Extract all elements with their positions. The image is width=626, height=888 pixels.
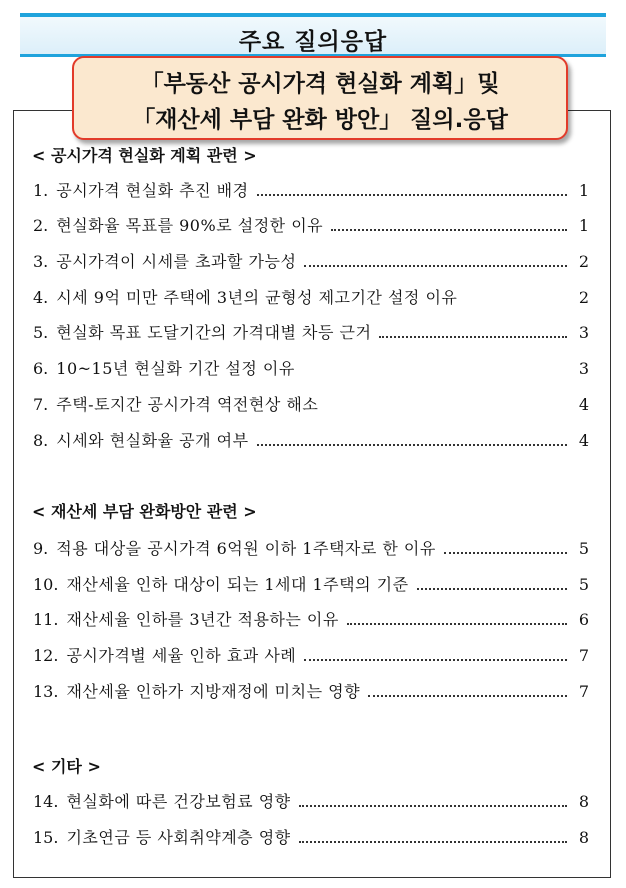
toc-item-number: 7. — [33, 395, 49, 414]
toc-item-number: 2. — [33, 216, 49, 235]
toc-item[interactable] — [33, 572, 589, 596]
section-title-property-tax: < 재산세 부담 완화방안 관련 > — [32, 502, 257, 521]
toc-item-label: 재산세율 인하 대상이 되는 1세대 1주택의 기준 — [66, 575, 409, 594]
toc-item-page: 3 — [578, 359, 589, 378]
toc-item[interactable] — [33, 679, 589, 703]
leader-dots — [257, 194, 567, 196]
page-title: 주요 질의응답 — [238, 29, 388, 55]
banner-line-2: 「재산세 부담 완화 방안」 질의.응답 — [132, 107, 508, 133]
toc-item-number: 8. — [33, 431, 49, 450]
leader-dots — [331, 229, 567, 231]
toc-item-page: 7 — [578, 682, 589, 701]
toc-item-label: 적용 대상을 공시가격 6억원 이하 1주택자로 한 이유 — [56, 539, 436, 558]
toc-item-page: 3 — [578, 323, 589, 342]
toc-item-number: 3. — [33, 252, 49, 271]
toc-item[interactable] — [33, 428, 589, 452]
toc-item-number: 10. — [33, 575, 59, 594]
toc-item-number: 11. — [33, 610, 59, 629]
toc-item-number: 9. — [33, 539, 49, 558]
leader-dots — [417, 588, 567, 590]
toc-item-number: 6. — [33, 359, 49, 378]
toc-item-label: 10~15년 현실화 기간 설정 이유 — [56, 359, 295, 378]
toc-item[interactable] — [33, 607, 589, 631]
toc-item-page: 7 — [578, 646, 589, 665]
toc-item-number: 5. — [33, 323, 49, 342]
banner-line-1: 「부동산 공시가격 현실화 계획」및 — [140, 71, 500, 97]
toc-item-number: 1. — [33, 181, 49, 200]
section-title-realization: < 공시가격 현실화 계획 관련 > — [32, 146, 257, 165]
toc-item[interactable] — [33, 249, 589, 273]
toc-item-label: 공시가격별 세율 인하 효과 사례 — [66, 646, 297, 665]
leader-dots — [299, 841, 567, 843]
toc-item-page: 6 — [578, 610, 589, 629]
toc-item-label: 재산세율 인하를 3년간 적용하는 이유 — [66, 610, 339, 629]
toc-item-label: 시세와 현실화율 공개 여부 — [56, 431, 249, 450]
toc-item-page: 2 — [578, 252, 589, 271]
leader-dots — [379, 336, 567, 338]
toc-item-label: 공시가격이 시세를 초과할 가능성 — [56, 252, 297, 271]
toc-item[interactable] — [33, 789, 589, 813]
toc-item[interactable] — [33, 536, 589, 560]
toc-item-number: 15. — [33, 828, 59, 847]
toc-item-label: 현실화에 따른 건강보험료 영향 — [66, 792, 291, 811]
toc-item[interactable] — [33, 825, 589, 849]
toc-item-label: 주택-토지간 공시가격 역전현상 해소 — [56, 395, 319, 414]
toc-item-label: 현실화 목표 도달기간의 가격대별 차등 근거 — [56, 323, 372, 342]
title-banner — [72, 56, 568, 140]
toc-item-number: 13. — [33, 682, 59, 701]
leader-dots — [304, 265, 567, 267]
toc-item-page: 4 — [578, 395, 589, 414]
leader-dots — [299, 805, 567, 807]
toc-item-page: 5 — [578, 575, 589, 594]
toc-item-page: 2 — [578, 288, 589, 307]
toc-item-label: 재산세율 인하가 지방재정에 미치는 영향 — [66, 682, 361, 701]
leader-dots — [257, 444, 567, 446]
toc-item-page: 1 — [578, 181, 589, 200]
toc-item[interactable] — [33, 643, 589, 667]
toc-item[interactable] — [33, 178, 589, 202]
leader-dots — [444, 552, 567, 554]
toc-item[interactable] — [33, 356, 589, 380]
leader-dots — [368, 695, 567, 697]
toc-item[interactable] — [33, 392, 589, 416]
toc-item-label: 현실화율 목표를 90%로 설정한 이유 — [56, 216, 324, 235]
toc-item[interactable] — [33, 213, 589, 237]
toc-item-number: 4. — [33, 288, 49, 307]
toc-item-number: 12. — [33, 646, 59, 665]
toc-item-page: 8 — [578, 792, 589, 811]
toc-item[interactable] — [33, 320, 589, 344]
header-bar — [20, 13, 606, 57]
toc-item-label: 기초연금 등 사회취약계층 영향 — [66, 828, 291, 847]
toc-item-number: 14. — [33, 792, 59, 811]
toc-item[interactable] — [33, 285, 589, 309]
toc-item-label: 공시가격 현실화 추진 배경 — [56, 181, 249, 200]
leader-dots — [347, 623, 567, 625]
toc-item-label: 시세 9억 미만 주택에 3년의 균형성 제고기간 설정 이유 — [56, 288, 458, 307]
toc-item-page: 8 — [578, 828, 589, 847]
section-title-other: < 기타 > — [32, 757, 101, 776]
toc-item-page: 1 — [578, 216, 589, 235]
toc-item-page: 4 — [578, 431, 589, 450]
leader-dots — [304, 659, 567, 661]
toc-item-page: 5 — [578, 539, 589, 558]
